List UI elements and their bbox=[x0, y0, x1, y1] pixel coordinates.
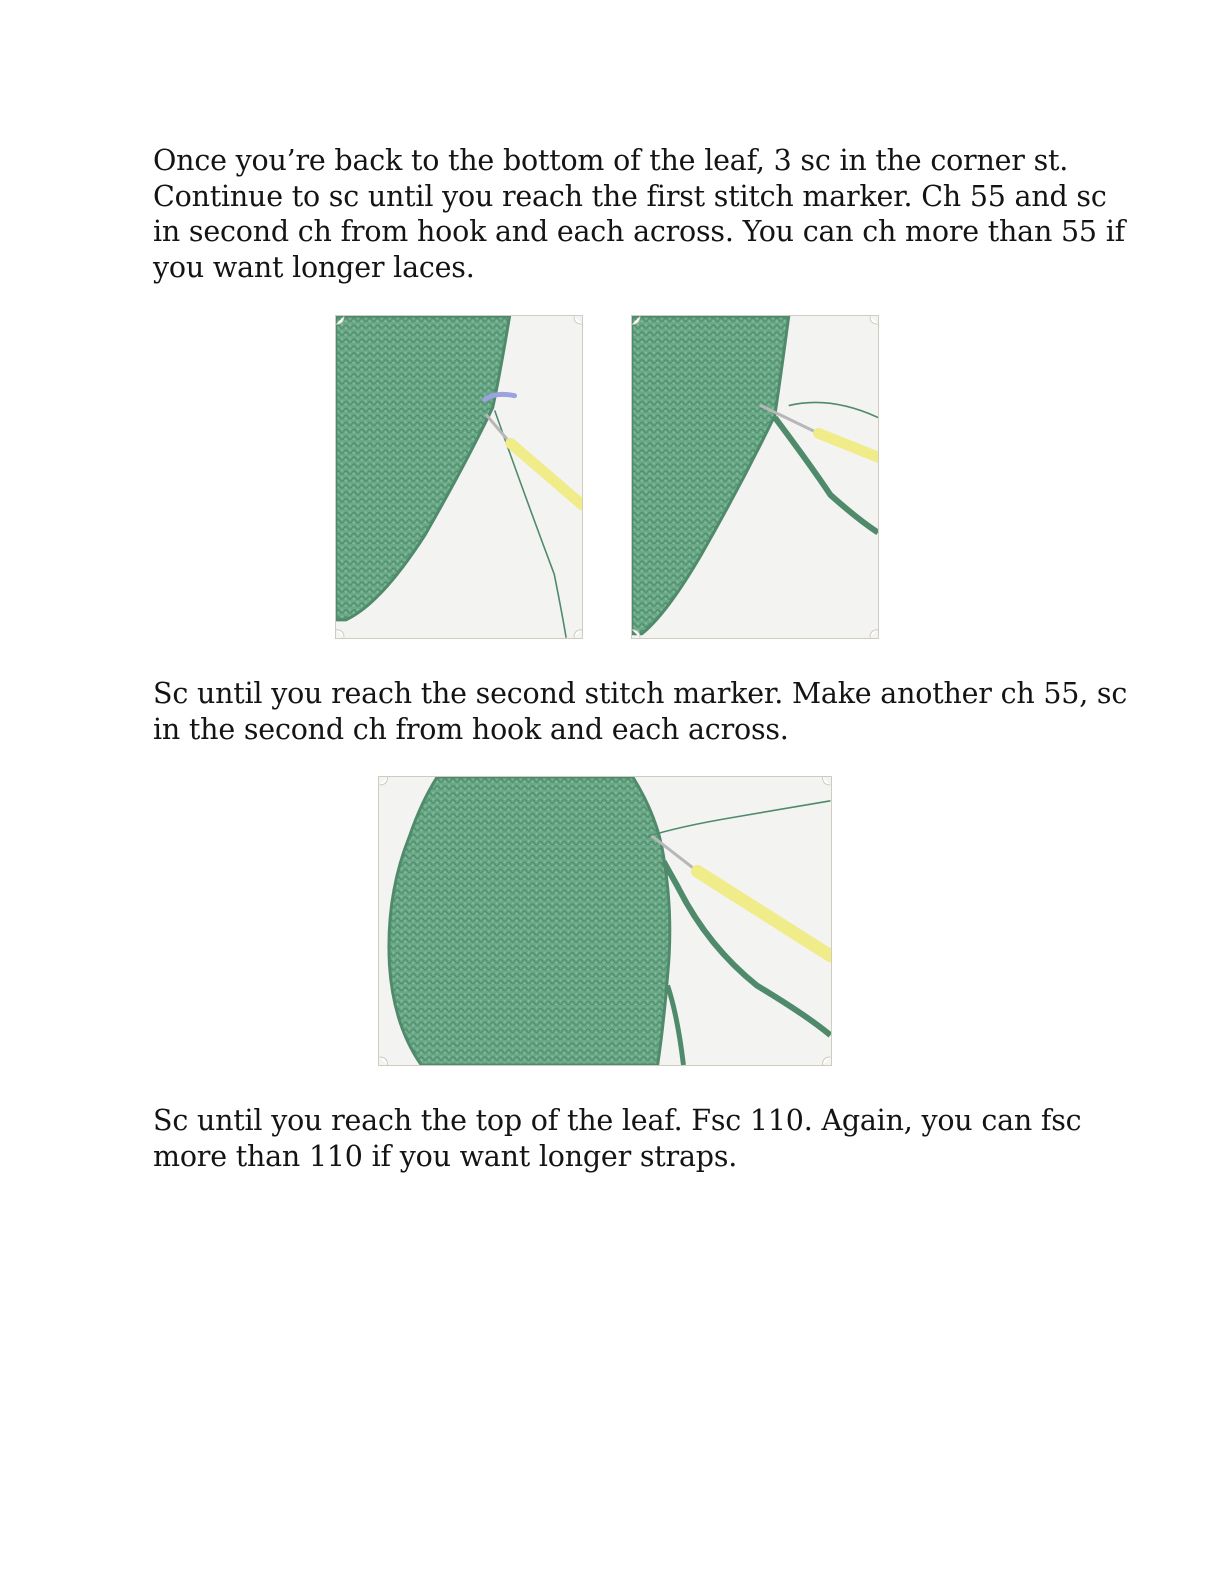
paragraph-line: in second ch from hook and each across. You can ch more than 55 if bbox=[153, 215, 1125, 248]
photo-full-leaf-with-hook bbox=[378, 776, 832, 1066]
paragraph-line: more than 110 if you want longer straps. bbox=[153, 1139, 738, 1173]
instruction-paragraph-3 bbox=[153, 1103, 1083, 1174]
paragraph-line: Continue to sc until you reach the first stitch marker. Ch 55 and sc bbox=[153, 179, 1107, 213]
paragraph-line: Sc until you reach the second stitch marker. Make another ch 55, sc bbox=[153, 677, 1128, 710]
paragraph-line: Sc until you reach the top of the leaf. Fsc 110. Again, you can fsc bbox=[153, 1104, 1082, 1137]
instruction-paragraph-2 bbox=[153, 676, 1128, 747]
paragraph-line: in the second ch from hook and each across. bbox=[153, 712, 789, 746]
instruction-paragraph-1 bbox=[153, 143, 1125, 285]
photo-leaf-with-chain bbox=[631, 315, 879, 639]
paragraph-line: Once you’re back to the bottom of the leaf, 3 sc in the corner st. bbox=[153, 144, 1069, 177]
paragraph-line: you want longer laces. bbox=[153, 250, 475, 284]
photo-leaf-with-stitch-marker bbox=[335, 315, 583, 639]
